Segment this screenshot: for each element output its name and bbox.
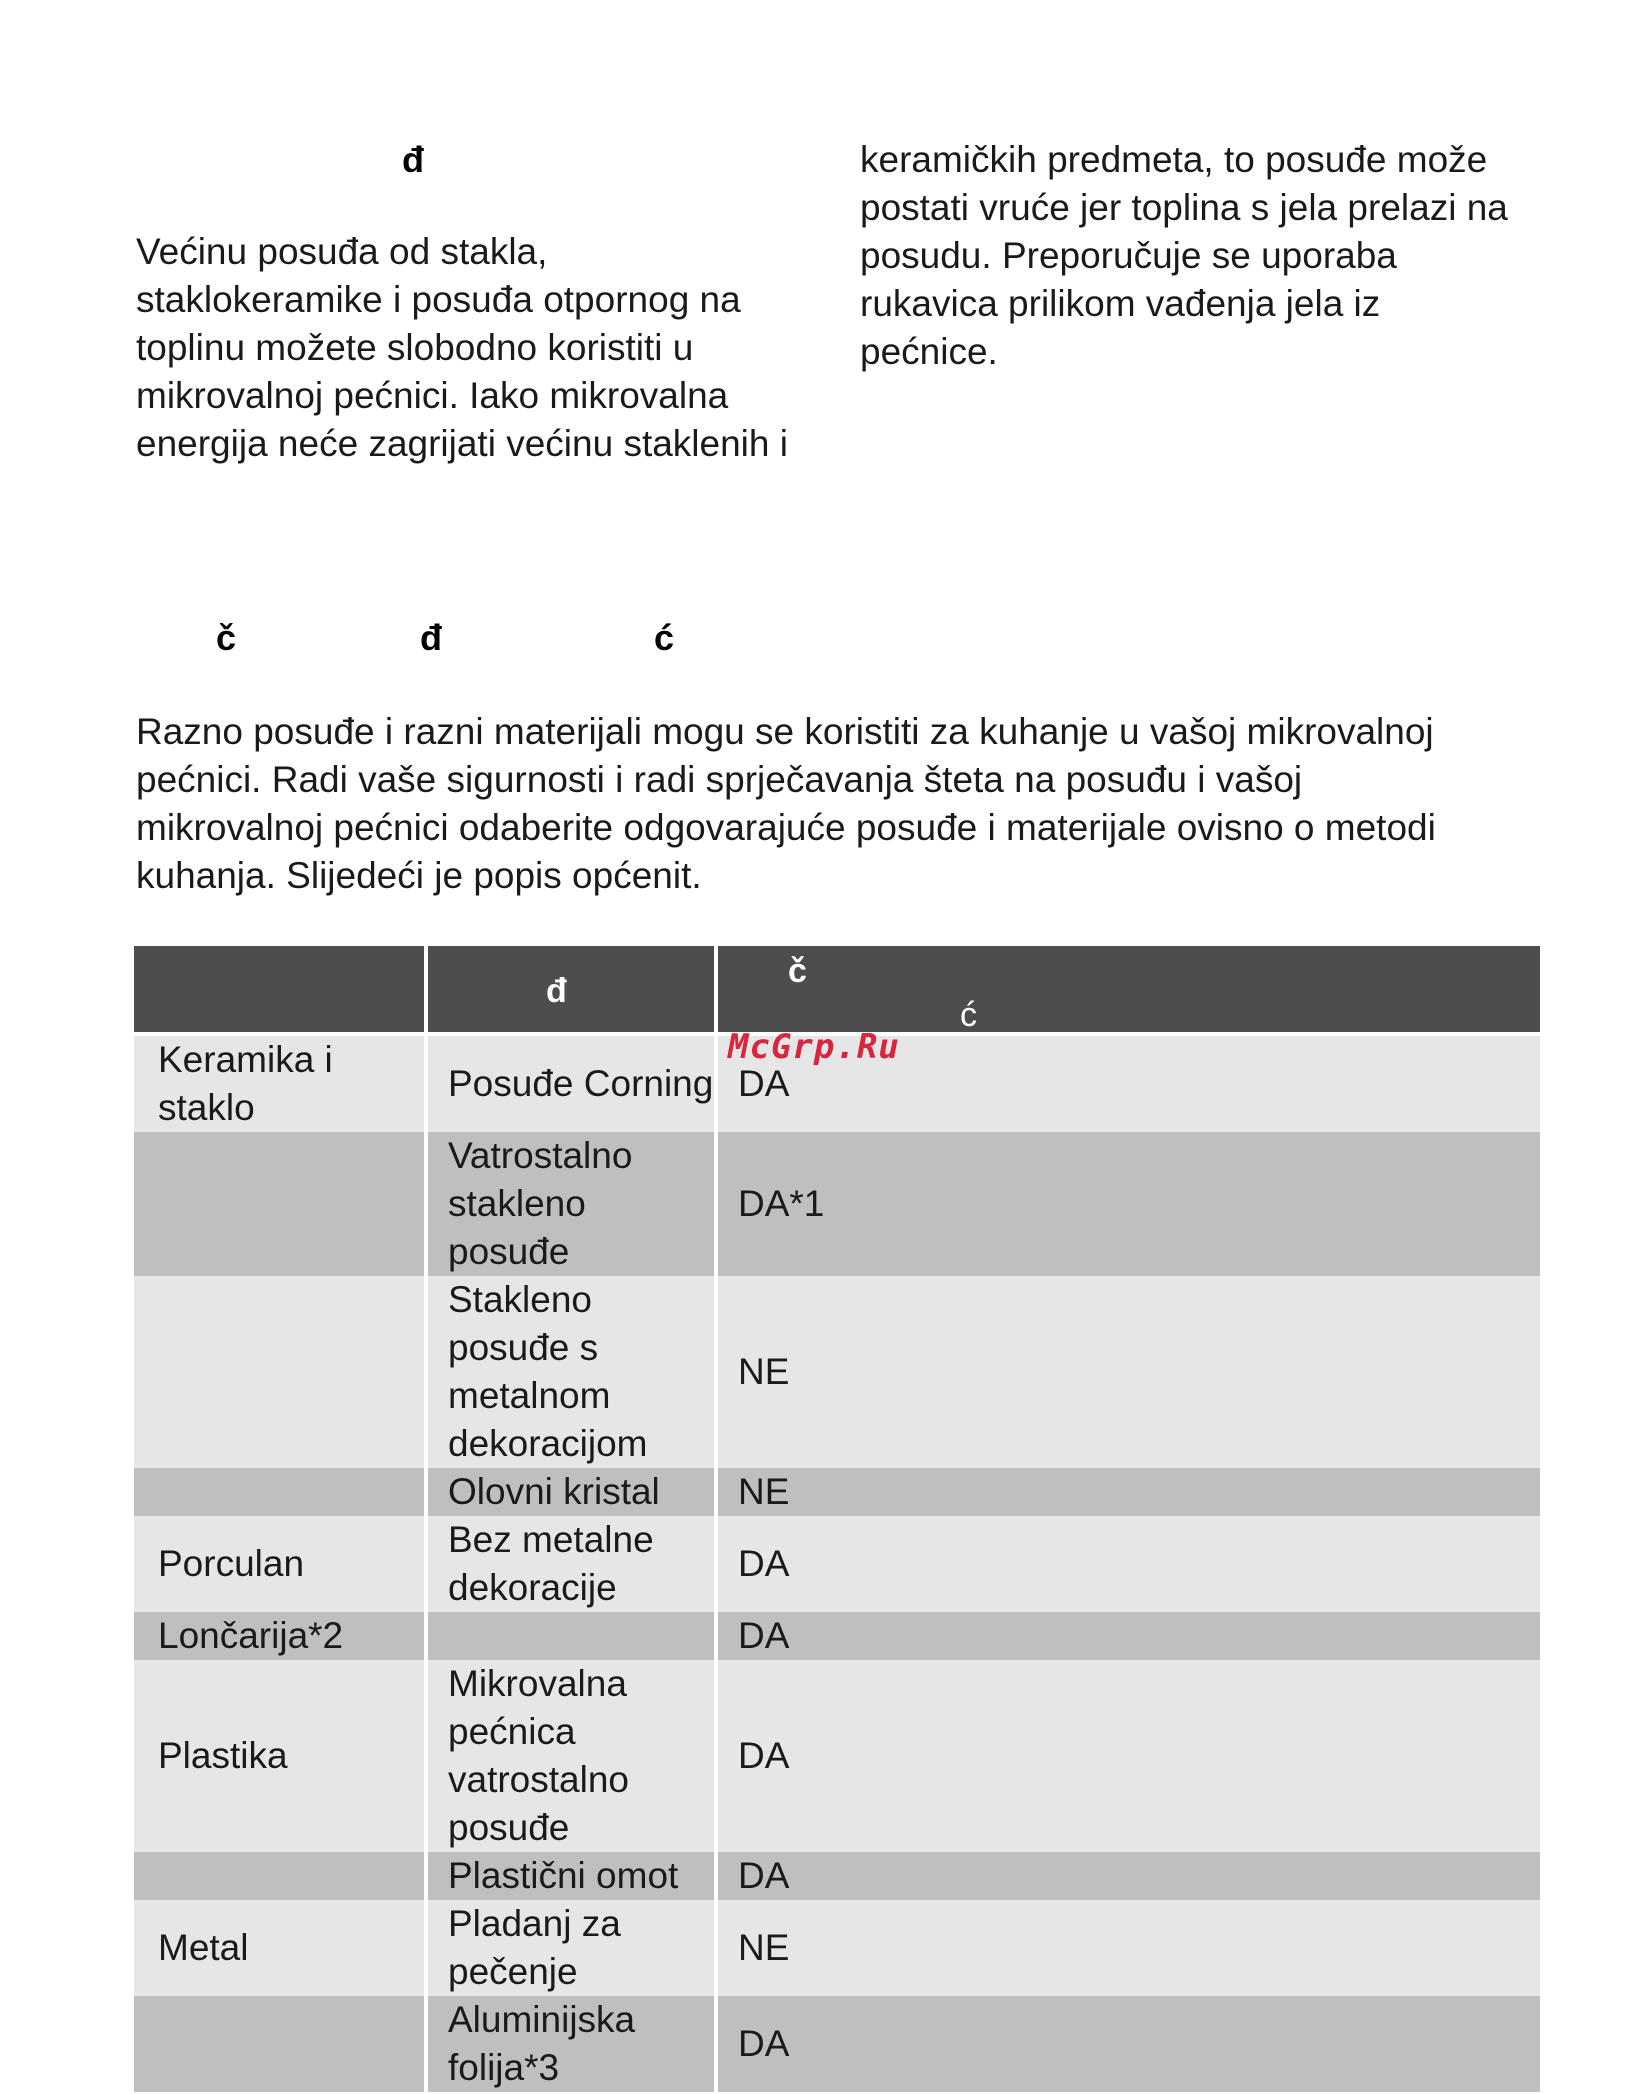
table-header-row: [134, 946, 1540, 1036]
header-cookware: [428, 946, 718, 1036]
material-cell: Plastika: [134, 1660, 428, 1852]
cookware-cell: Aluminijska folija*3: [428, 1996, 718, 2092]
text-line: mikrovalnoj pećnici. Iako mikrovalna: [136, 375, 729, 416]
text-line: Razno posuđe i razni materijali mogu se koristiti za kuhanje u vašoj mikrovalnoj: [136, 711, 1434, 752]
cookware-cell: Mikrovalna pećnica vatrostalno posuđe: [428, 1660, 718, 1852]
section2-heading-glyph: č: [216, 617, 237, 658]
material-cell: Keramika i staklo: [134, 1036, 428, 1132]
text-line: rukavica prilikom vađenja jela iz: [860, 283, 1381, 324]
section1-heading-glyph: đ: [402, 139, 424, 180]
table-row: [134, 1516, 1540, 1612]
cookware-cell: Vatrostalno stakleno posuđe: [428, 1132, 718, 1276]
glassware-paragraph-left: [136, 228, 816, 468]
text-line: pećnici. Radi vaše sigurnosti i radi sprječavanja šteta na posuđu i vašoj: [136, 759, 1303, 800]
allowed-cell: NE: [718, 1900, 1540, 1996]
table-row: [134, 1612, 1540, 1660]
text-line: mikrovalnoj pećnici odaberite odgovarajuće posuđe i materijale ovisno o metodi: [136, 807, 1436, 848]
cookware-cell: [428, 1612, 718, 1660]
allowed-cell: DA: [718, 1660, 1540, 1852]
text-line: pećnice.: [860, 331, 998, 372]
table-row: [134, 1660, 1540, 1852]
material-cell: [134, 1468, 428, 1516]
material-cell: [134, 1132, 428, 1276]
text-line: postati vruće jer toplina s jela prelazi na: [860, 187, 1508, 228]
header-cookware-glyph: đ: [546, 972, 567, 1010]
material-cell: Porculan: [134, 1516, 428, 1612]
table-row: [134, 1132, 1540, 1276]
glassware-paragraph-right: [860, 136, 1560, 376]
text-line: keramičkih predmeta, to posuđe može: [860, 139, 1488, 180]
material-cell: Metal: [134, 1900, 428, 1996]
text-line: energija neće zagrijati većinu staklenih i: [136, 423, 788, 464]
material-cell: Lončarija*2: [134, 1612, 428, 1660]
allowed-cell: DA: [718, 1996, 1540, 2092]
text-line: staklokeramike i posuđa otpornog na: [136, 279, 741, 320]
watermark-text: McGrp.Ru: [728, 1027, 900, 1067]
material-cell: [134, 1996, 428, 2092]
cookware-cell: Plastični omot: [428, 1852, 718, 1900]
text-line: kuhanja. Slijedeći je popis općenit.: [136, 855, 702, 896]
allowed-cell: NE: [718, 1468, 1540, 1516]
allowed-cell: NE: [718, 1276, 1540, 1468]
cookware-cell: Bez metalne dekoracije: [428, 1516, 718, 1612]
allowed-cell: DA: [718, 1852, 1540, 1900]
table-row: [134, 1900, 1540, 1996]
table-row: [134, 1468, 1540, 1516]
table-row: [134, 1276, 1540, 1468]
material-cell: [134, 1276, 428, 1468]
cookware-cell: Stakleno posuđe s metalnom dekoracijom: [428, 1276, 718, 1468]
allowed-cell: DA: [718, 1612, 1540, 1660]
text-line: toplinu možete slobodno koristiti u: [136, 327, 694, 368]
text-line: posudu. Preporučuje se uporaba: [860, 235, 1397, 276]
text-line: Većinu posuđa od stakla,: [136, 231, 548, 272]
header-material: [134, 946, 428, 1036]
header-microwave-glyph-1: č: [788, 952, 807, 990]
cookware-cell: Posuđe Corning: [428, 1036, 718, 1132]
table-row: [134, 1996, 1540, 2092]
cookware-cell: Pladanj za pečenje: [428, 1900, 718, 1996]
table-row: [134, 1852, 1540, 1900]
section2-heading-glyph: ć: [654, 617, 675, 658]
material-cell: [134, 1852, 428, 1900]
header-microwave-glyph-2: ć: [960, 996, 977, 1034]
header-microwave-safe: [718, 946, 1540, 1036]
section2-heading-glyph: đ: [420, 617, 442, 658]
allowed-cell: DA: [718, 1516, 1540, 1612]
cookware-table: [134, 946, 1540, 2092]
allowed-cell: DA*1: [718, 1132, 1540, 1276]
cookware-cell: Olovni kristal: [428, 1468, 718, 1516]
cookware-intro-paragraph: [136, 708, 1556, 900]
allowed-cell: DA: [718, 1036, 1540, 1132]
